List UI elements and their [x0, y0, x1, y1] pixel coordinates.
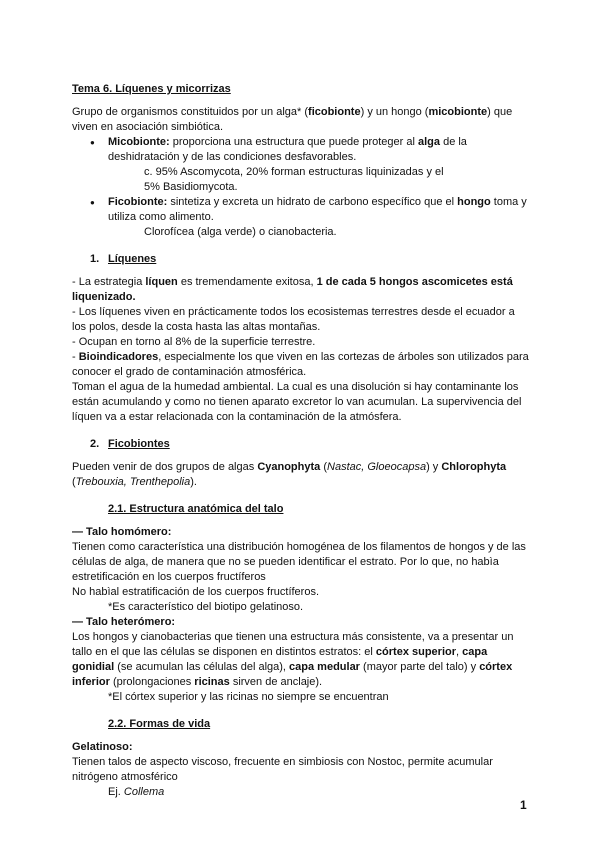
talo-homomero-line: No habìal estratificación de los cuerpos fructíferos.: [72, 586, 320, 598]
liquenes-line-5: Toman el agua de la humedad ambiental. La cual es una disolución si hay contaminante los están acumulando y como no tienen aparato excretor lo van acumulan. La supervivencia del líquen va a estar relacionada con la contaminación de la atmósfera.: [72, 381, 522, 423]
liquenes-line-2: - Los líquenes viven en prácticamente todos los ecosistemas terrestres desde el ecuador a los polos, desde la costa hasta las altas montañas.: [72, 306, 515, 333]
page-number: 1: [520, 798, 527, 812]
list-item: ● Micobionte: proporciona una estructura que puede proteger al alga de la deshidratación y de las condiciones desfavorables. c. 95% Ascomycota, 20% forman estructuras liquinizadas y el 5% Basidiomycota.: [72, 135, 530, 195]
intro-paragraph: Grupo de organismos constituidos por un alga* (ficobionte) y un hongo (micobionte) que viven en asociación simbiótica.: [72, 106, 513, 133]
list-item-subnote: c. 95% Ascomycota, 20% forman estructuras liquinizadas y el 5% Basidiomycota.: [144, 166, 444, 193]
gelatinoso-paragraph: Tienen talos de aspecto viscoso, frecuente en simbiosis con Nostoc, permite acumular nitrógeno atmosférico: [72, 756, 493, 783]
subsection-heading-formas: 2.2. Formas de vida: [108, 718, 211, 730]
gelatinoso-label: Gelatinoso:: [72, 741, 133, 753]
section-heading-liquenes: 1. Líquenes: [90, 253, 157, 265]
liquenes-line-3: - Ocupan en torno al 8% de la superficie terrestre.: [72, 336, 316, 348]
talo-heteromero-label: — Talo heterómero:: [72, 616, 176, 628]
bullet-list: [72, 135, 530, 240]
document-page: [72, 82, 530, 800]
liquenes-line-4: - Bioindicadores, especialmente los que viven en las cortezas de árboles son utilizados para conocer el grado de contaminación atmosférica.: [72, 351, 529, 378]
section-heading-ficobiontes: 2. Ficobiontes: [90, 438, 170, 450]
talo-heteromero-paragraph: Los hongos y cianobacterias que tienen una estructura más consistente, va a presentar un tallo en el que las células se disponen en distintos estratos: el córtex superior, capa gonidial (se acumulan las células del alga), capa medular (mayor parte del talo) y córtex inferior (prolongaciones ricinas sirven de anclaje).: [72, 631, 514, 688]
gelatinoso-example: Ej. Collema: [108, 786, 165, 798]
page-title: Tema 6. Líquenes y micorrizas: [72, 83, 231, 95]
list-item-subnote: Clorofícea (alga verde) o cianobacteria.: [144, 226, 337, 238]
talo-heteromero-note: *El córtex superior y las ricinas no siempre se encuentran: [108, 691, 389, 703]
list-item: ● Ficobionte: sintetiza y excreta un hidrato de carbono específico que el hongo toma y utiliza como alimento. Clorofícea (alga verde) o cianobacteria.: [72, 195, 530, 240]
liquenes-line-1: - La estrategia líquen es tremendamente exitosa, 1 de cada 5 hongos ascomicetes está liquenizado.: [72, 276, 513, 303]
talo-homomero-paragraph: Tienen como característica una distribución homogénea de los filamentos de hongos y de las células de alga, de manera que no se pueden identificar el estrato. Por lo que, no habìa estretificación en los cuerpos fructíferos: [72, 541, 526, 583]
subsection-heading-estructura: 2.1. Estructura anatómica del talo: [108, 503, 284, 515]
talo-homomero-note: *Es característico del biotipo gelatinoso.: [108, 601, 304, 613]
ficobiontes-paragraph: Pueden venir de dos grupos de algas Cyanophyta (Nastac, Gloeocapsa) y Chlorophyta (Trebouxia, Trenthepolia).: [72, 461, 507, 488]
talo-homomero-label: — Talo homómero:: [72, 526, 172, 538]
